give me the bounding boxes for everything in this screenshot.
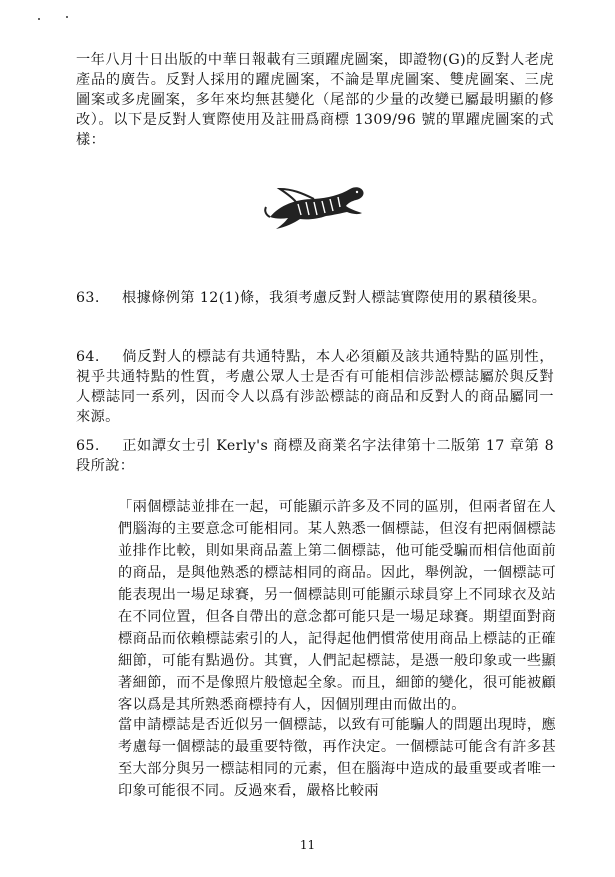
paragraph-64 (76, 347, 554, 427)
quotation-block-continued (118, 714, 556, 802)
scan-speck (66, 16, 68, 18)
paragraph-65 (76, 436, 554, 476)
quote-paragraph: 「兩個標誌並排在一起，可能顯示許多及不同的區別，但兩者留在人們腦海的主要意念可能相同。某人熟悉一個標誌，但沒有把兩個標誌並排作比較，則如果商品蓋上第二個標誌，他可能受騙而相信他面前的商品，是與他熟悉的標誌相同的商品。因此，舉例說，一個標誌可能表現出一場足球賽，另一個標誌則可能顯示球員穿上不同球衣及站在不同位置，但各自帶出的意念都可能只是一場足球賽。期望面對商標商品而依賴標誌索引的人，記得起他們慣常使用商品上標誌的正確細節，可能有點過份。其實，人們記起標誌，是憑一般印象或一些顯著細節，而不是像照片般憶起全象。而且，細節的變化，很可能被顧客以爲是其所熟悉商標持有人，因個別理由而做出的。 (118, 499, 556, 713)
page-number: 11 (299, 838, 316, 852)
intro-paragraph: 一年八月十日出版的中華日報載有三頭躍虎圖案，即證物(G)的反對人老虎產品的廣告。反對人採用的躍虎圖案，不論是單虎圖案、雙虎圖案、三虎圖案或多虎圖案，多年來均無甚變化（尾部的少量的改變已屬最明顯的修改）。以下是反對人實際使用及註冊爲商標 1309/96 號的單躍虎圖案的式樣： (76, 52, 554, 148)
paragraph-number: 64. (76, 349, 100, 365)
paragraph-number: 63. (76, 290, 100, 306)
paragraph-text: 根據條例第 12(1)條，我須考慮反對人標誌實際使用的累積後果。 (122, 290, 547, 306)
paragraph-text: 倘反對人的標誌有共通特點，本人必須顧及該共通特點的區別性，視乎共通特點的性質，考慮公眾人士是否有可能相信涉訟標誌屬於與反對人標誌同一系列，因而令人以爲有涉訟標誌的商品和反對人的商品屬同一來源。 (76, 349, 554, 425)
leaping-tiger-icon (262, 175, 372, 235)
quotation-block (118, 496, 556, 716)
scan-speck (38, 18, 40, 20)
paragraph-text: 正如譚女士引 Kerly's 商標及商業名字法律第十二版第 17 章第 8 段所說： (76, 438, 554, 474)
quote-paragraph: 當申請標誌是否近似另一個標誌，以致有可能騙人的問題出現時，應考慮每一個標誌的最重要特徵，再作決定。一個標誌可能含有許多甚至大部分與另一標誌相同的元素，但在腦海中造成的最重要或者唯一印象可能很不同。反過來看，嚴格比較兩 (118, 717, 556, 799)
paragraph-number: 65. (76, 438, 100, 454)
paragraph-63 (76, 288, 554, 308)
